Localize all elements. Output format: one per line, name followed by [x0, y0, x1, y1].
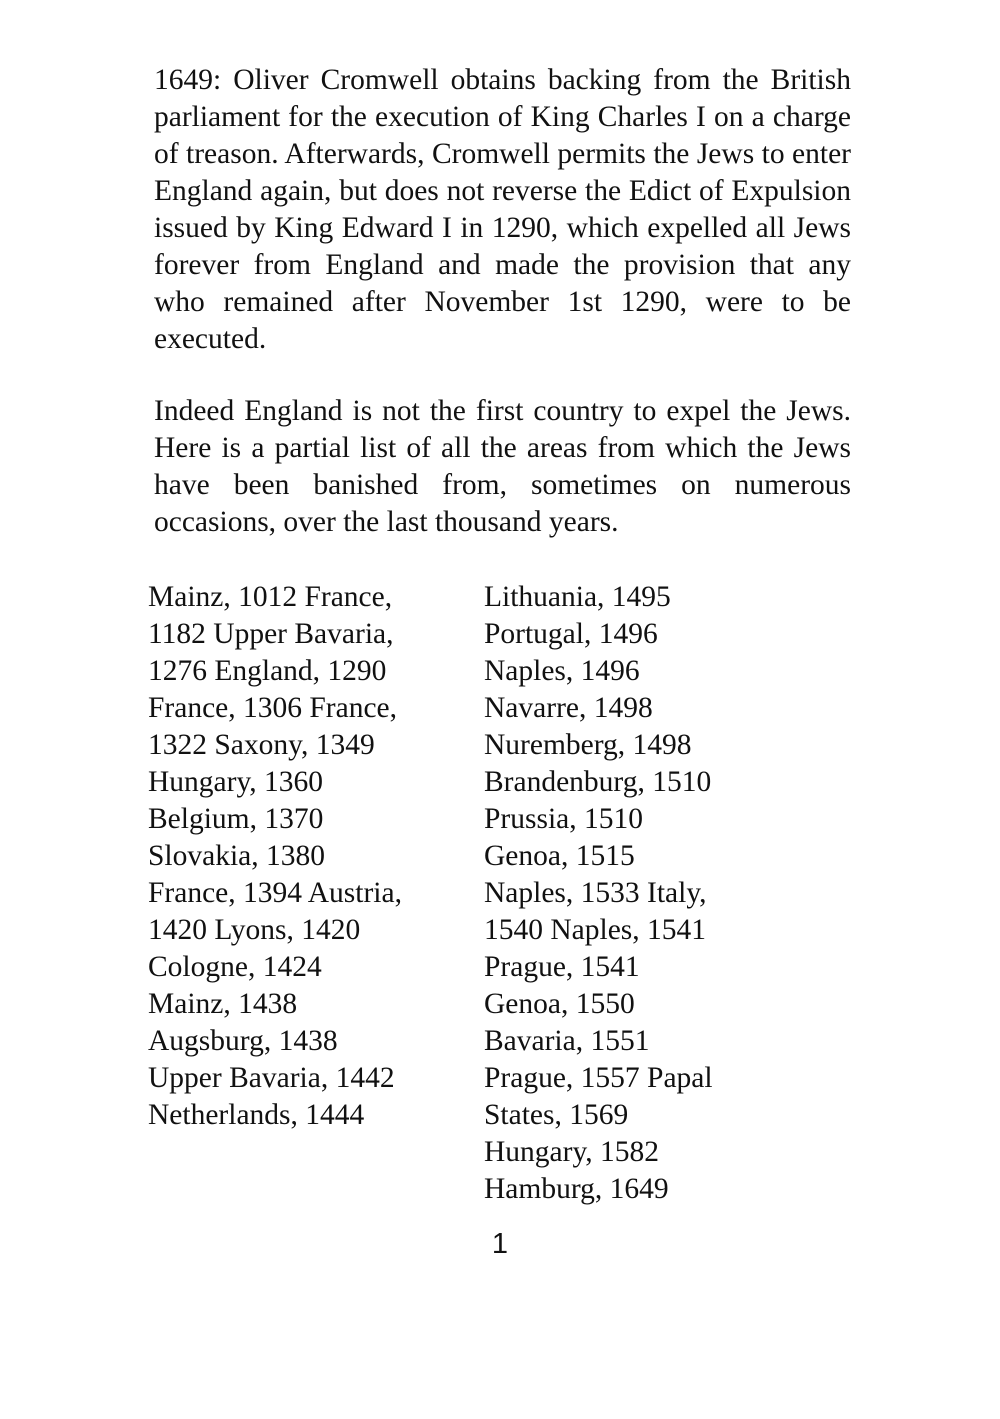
list-item: Hamburg, 1649 — [484, 1173, 669, 1205]
list-item: Slovakia, 1380 — [148, 840, 325, 872]
list-item: Cologne, 1424 — [148, 951, 322, 983]
list-item: 1322 Saxony, 1349 — [148, 729, 375, 761]
page-number: 1 — [491, 1228, 509, 1260]
list-item: Naples, 1533 Italy, — [484, 877, 707, 909]
paragraph-cromwell: 1649: Oliver Cromwell obtains backing from the British parliament for the execution of King Charles I on a charge of treason. Afterwards, Cromwell permits the Jews to enter England again, but does not reverse the Edict of Expulsion issued by King Edward I in 1290, which expelled all Jews forever from England and made the provision that any who remained after November 1st 1290, were to be executed. — [154, 64, 851, 355]
expulsion-list-left-column — [148, 579, 448, 1134]
list-item: Brandenburg, 1510 — [484, 766, 712, 798]
list-item: Augsburg, 1438 — [148, 1025, 338, 1057]
expulsion-list-right-column — [484, 579, 824, 1208]
paragraph-expulsions-intro: Indeed England is not the first country to expel the Jews. Here is a partial list of all the areas from which the Jews have been banished from, sometimes on numerous occasions, over the last thousand years. — [154, 395, 851, 538]
list-item: 1420 Lyons, 1420 — [148, 914, 361, 946]
list-item: France, 1306 France, — [148, 692, 398, 724]
list-item: Bavaria, 1551 — [484, 1025, 650, 1057]
list-item: Nuremberg, 1498 — [484, 729, 692, 761]
list-item: Prague, 1557 Papal — [484, 1062, 713, 1094]
list-item: France, 1394 Austria, — [148, 877, 402, 909]
list-item: 1276 England, 1290 — [148, 655, 387, 687]
list-item: Upper Bavaria, 1442 — [148, 1062, 395, 1094]
list-item: 1540 Naples, 1541 — [484, 914, 707, 946]
list-item: States, 1569 — [484, 1099, 629, 1131]
list-item: Netherlands, 1444 — [148, 1099, 365, 1131]
list-item: Hungary, 1582 — [484, 1136, 660, 1168]
list-item: Lithuania, 1495 — [484, 581, 671, 613]
list-item: Prussia, 1510 — [484, 803, 643, 835]
list-item: Mainz, 1438 — [148, 988, 298, 1020]
list-item: Genoa, 1515 — [484, 840, 635, 872]
list-item: Belgium, 1370 — [148, 803, 324, 835]
list-item: Portugal, 1496 — [484, 618, 658, 650]
list-item: Hungary, 1360 — [148, 766, 324, 798]
list-item: Prague, 1541 — [484, 951, 640, 983]
list-item: Genoa, 1550 — [484, 988, 635, 1020]
list-item: Navarre, 1498 — [484, 692, 653, 724]
list-item: Mainz, 1012 France, — [148, 581, 393, 613]
list-item: 1182 Upper Bavaria, — [148, 618, 394, 650]
list-item: Naples, 1496 — [484, 655, 640, 687]
